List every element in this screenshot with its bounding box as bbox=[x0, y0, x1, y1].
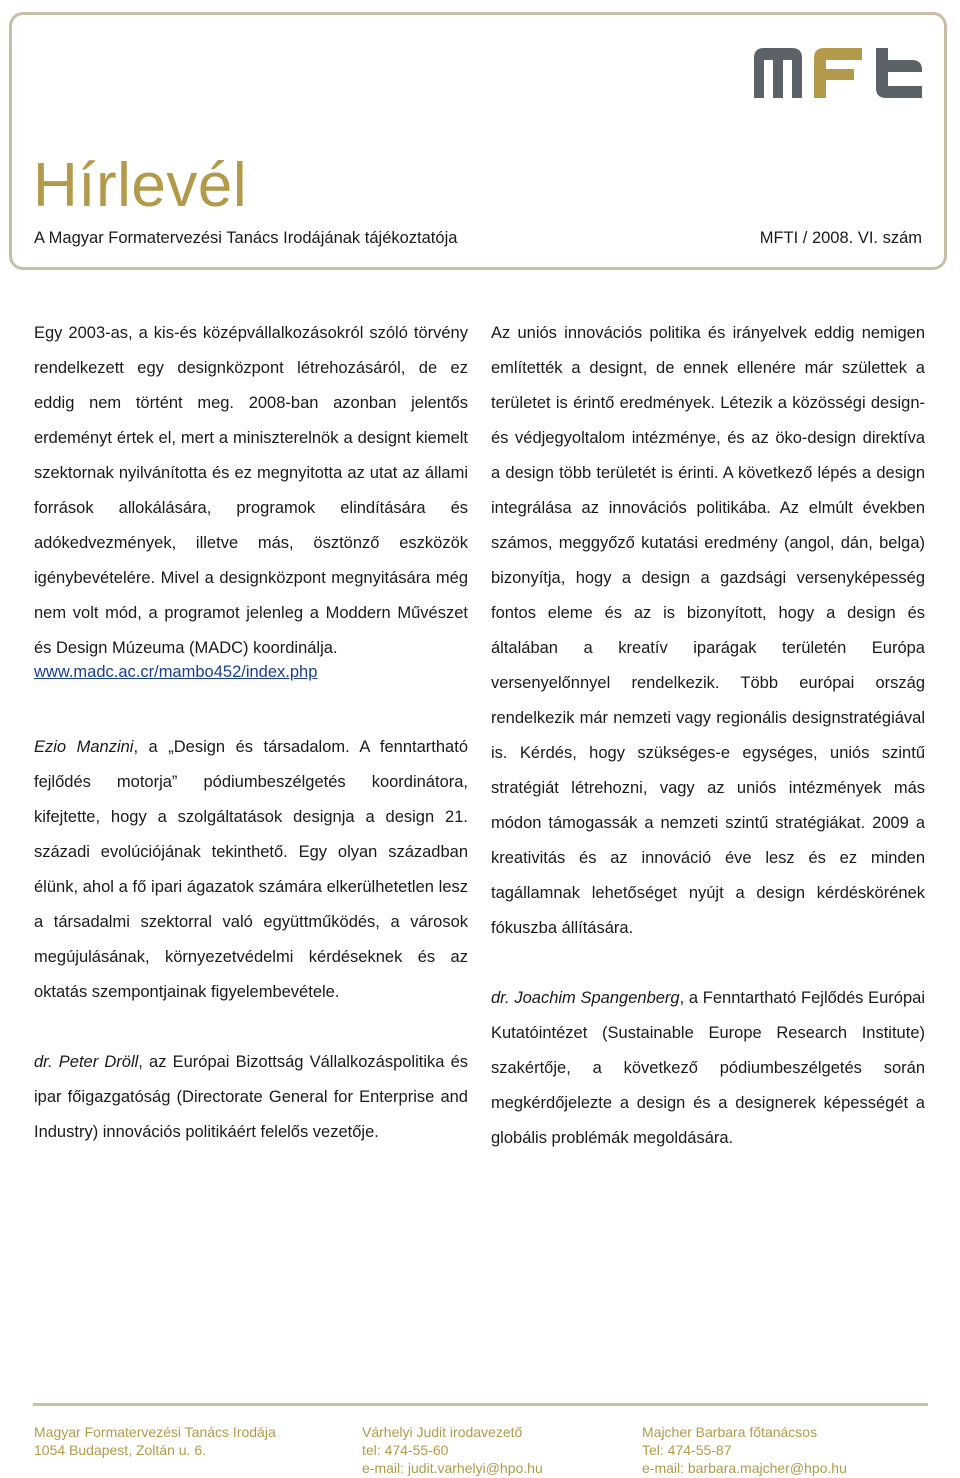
mft-logo bbox=[752, 44, 924, 100]
speaker-name-droll: dr. Peter Dröll bbox=[34, 1053, 139, 1071]
footer-contact-1-name: Várhelyi Judit irodavezető bbox=[362, 1424, 523, 1440]
footer-contact-2 bbox=[642, 1423, 847, 1477]
right-paragraph-2 bbox=[491, 981, 925, 1156]
right-paragraph-1: Az uniós innovációs politika és irányelvek eddig nemigen említették a designt, de ennek ellenére már születtek a területet is érintő eredmények. Létezik a közösségi design- és védjegyoltalom intézménye, és az öko-design direktíva a design több területét is érinti. A következő lépés a design integrálása az innovációs politikába. Az elmúlt években számos, meggyőző kutatási eredmény (angol, dán, belga) bizonyítja, hogy a design a gazdsági versenyképesség fontos eleme és az is bizonyított, hogy a design és általában a kreatív iparágak területén Európa versenyelőnnyel rendelkezik. Több európai ország rendelkezik már nemzeti vagy regionális designstratégiával is. Kérdés, hogy szükséges-e egységes, uniós szintű stratégiát létrehozni, vagy az uniós intézmények más módon támogassák a nemzeti szintű stratégiákat. 2009 a kreativitás és az innováció éve lesz és ez minden tagállamnak lehetőséget nyújt a design kérdéskörének fókuszba állítására. bbox=[491, 324, 925, 937]
newsletter-subtitle: A Magyar Formatervezési Tanács Irodájának tájékoztatója bbox=[34, 229, 458, 247]
right-column bbox=[491, 316, 925, 1156]
madc-link[interactable]: www.madc.ac.cr/mambo452/index.php bbox=[34, 663, 318, 681]
left-paragraph-2-text: , a „Design és társadalom. A fenntartható fejlődés motorja” pódiumbeszélgetés koordinátora, kifejtette, hogy a szolgáltatások designja a design 21. századi evolúciójának tekinthető. Egy olyan században élünk, ahol a fő ipari ágazatok számára elkerülhetetlen lesz a társadalmi szektorral való együttműködés, a városok megújulásának, környezetvédelmi kérdéseknek és az oktatás szempontjainak figyelembevétele. bbox=[34, 738, 468, 1001]
left-paragraph-3 bbox=[34, 1045, 468, 1150]
footer-contact-2-phone: Tel: 474-55-87 bbox=[642, 1442, 732, 1458]
footer-contact-1 bbox=[362, 1423, 543, 1477]
footer-contact-1-phone: tel: 474-55-60 bbox=[362, 1442, 449, 1458]
footer-office bbox=[34, 1423, 276, 1459]
left-paragraph-3-text: , az Európai Bizottság Vállalkozáspolitika és ipar főigazgatóság (Directorate General for Enterprise and Industry) innovációs politikáért felelős vezetője. bbox=[34, 1053, 469, 1141]
speaker-name-manzini: Ezio Manzini bbox=[34, 738, 134, 756]
footer-rule bbox=[33, 1403, 928, 1406]
left-paragraph-2 bbox=[34, 730, 468, 1010]
issue-number: MFTI / 2008. VI. szám bbox=[759, 229, 922, 247]
right-paragraph-2-text: , a Fenntartható Fejlődés Európai Kutatóintézet (Sustainable Europe Research Institute) szakértője, a következő pódiumbeszélgetés során megkérdőjelezte a design és a designerek képességét a globális problémák megoldására. bbox=[491, 989, 925, 1147]
footer-office-name: Magyar Formatervezési Tanács Irodája bbox=[34, 1424, 276, 1440]
footer-office-address: 1054 Budapest, Zoltán u. 6. bbox=[34, 1442, 207, 1458]
footer-contact-1-email[interactable]: e-mail: judit.varhelyi@hpo.hu bbox=[362, 1460, 543, 1476]
left-paragraph-1: Egy 2003-as, a kis-és középvállalkozásokról szóló törvény rendelkezett egy designközpont létrehozásáról, de ez eddig nem történt meg. 2008-ban azonban jelentős erdeményt értek el, mert a miniszterelnök a designt kiemelt szektornak nyilvánította és ez megnyitotta az utat az állami források allokálására, programok elindítására és adókedvezmények, illetve más, ösztönző eszközök igénybevételére. Mivel a designközpont megnyitására még nem volt mód, a programot jelenleg a Moddern Művészet és Design Múzeuma (MADC) koordinálja. bbox=[34, 324, 468, 657]
footer-contact-2-email[interactable]: e-mail: barbara.majcher@hpo.hu bbox=[642, 1460, 847, 1476]
footer-contact-2-name: Majcher Barbara főtanácsos bbox=[642, 1424, 818, 1440]
speaker-name-spangenberg: dr. Joachim Spangenberg bbox=[491, 989, 680, 1007]
left-column bbox=[34, 316, 468, 1150]
newsletter-title: Hírlevél bbox=[33, 151, 248, 220]
